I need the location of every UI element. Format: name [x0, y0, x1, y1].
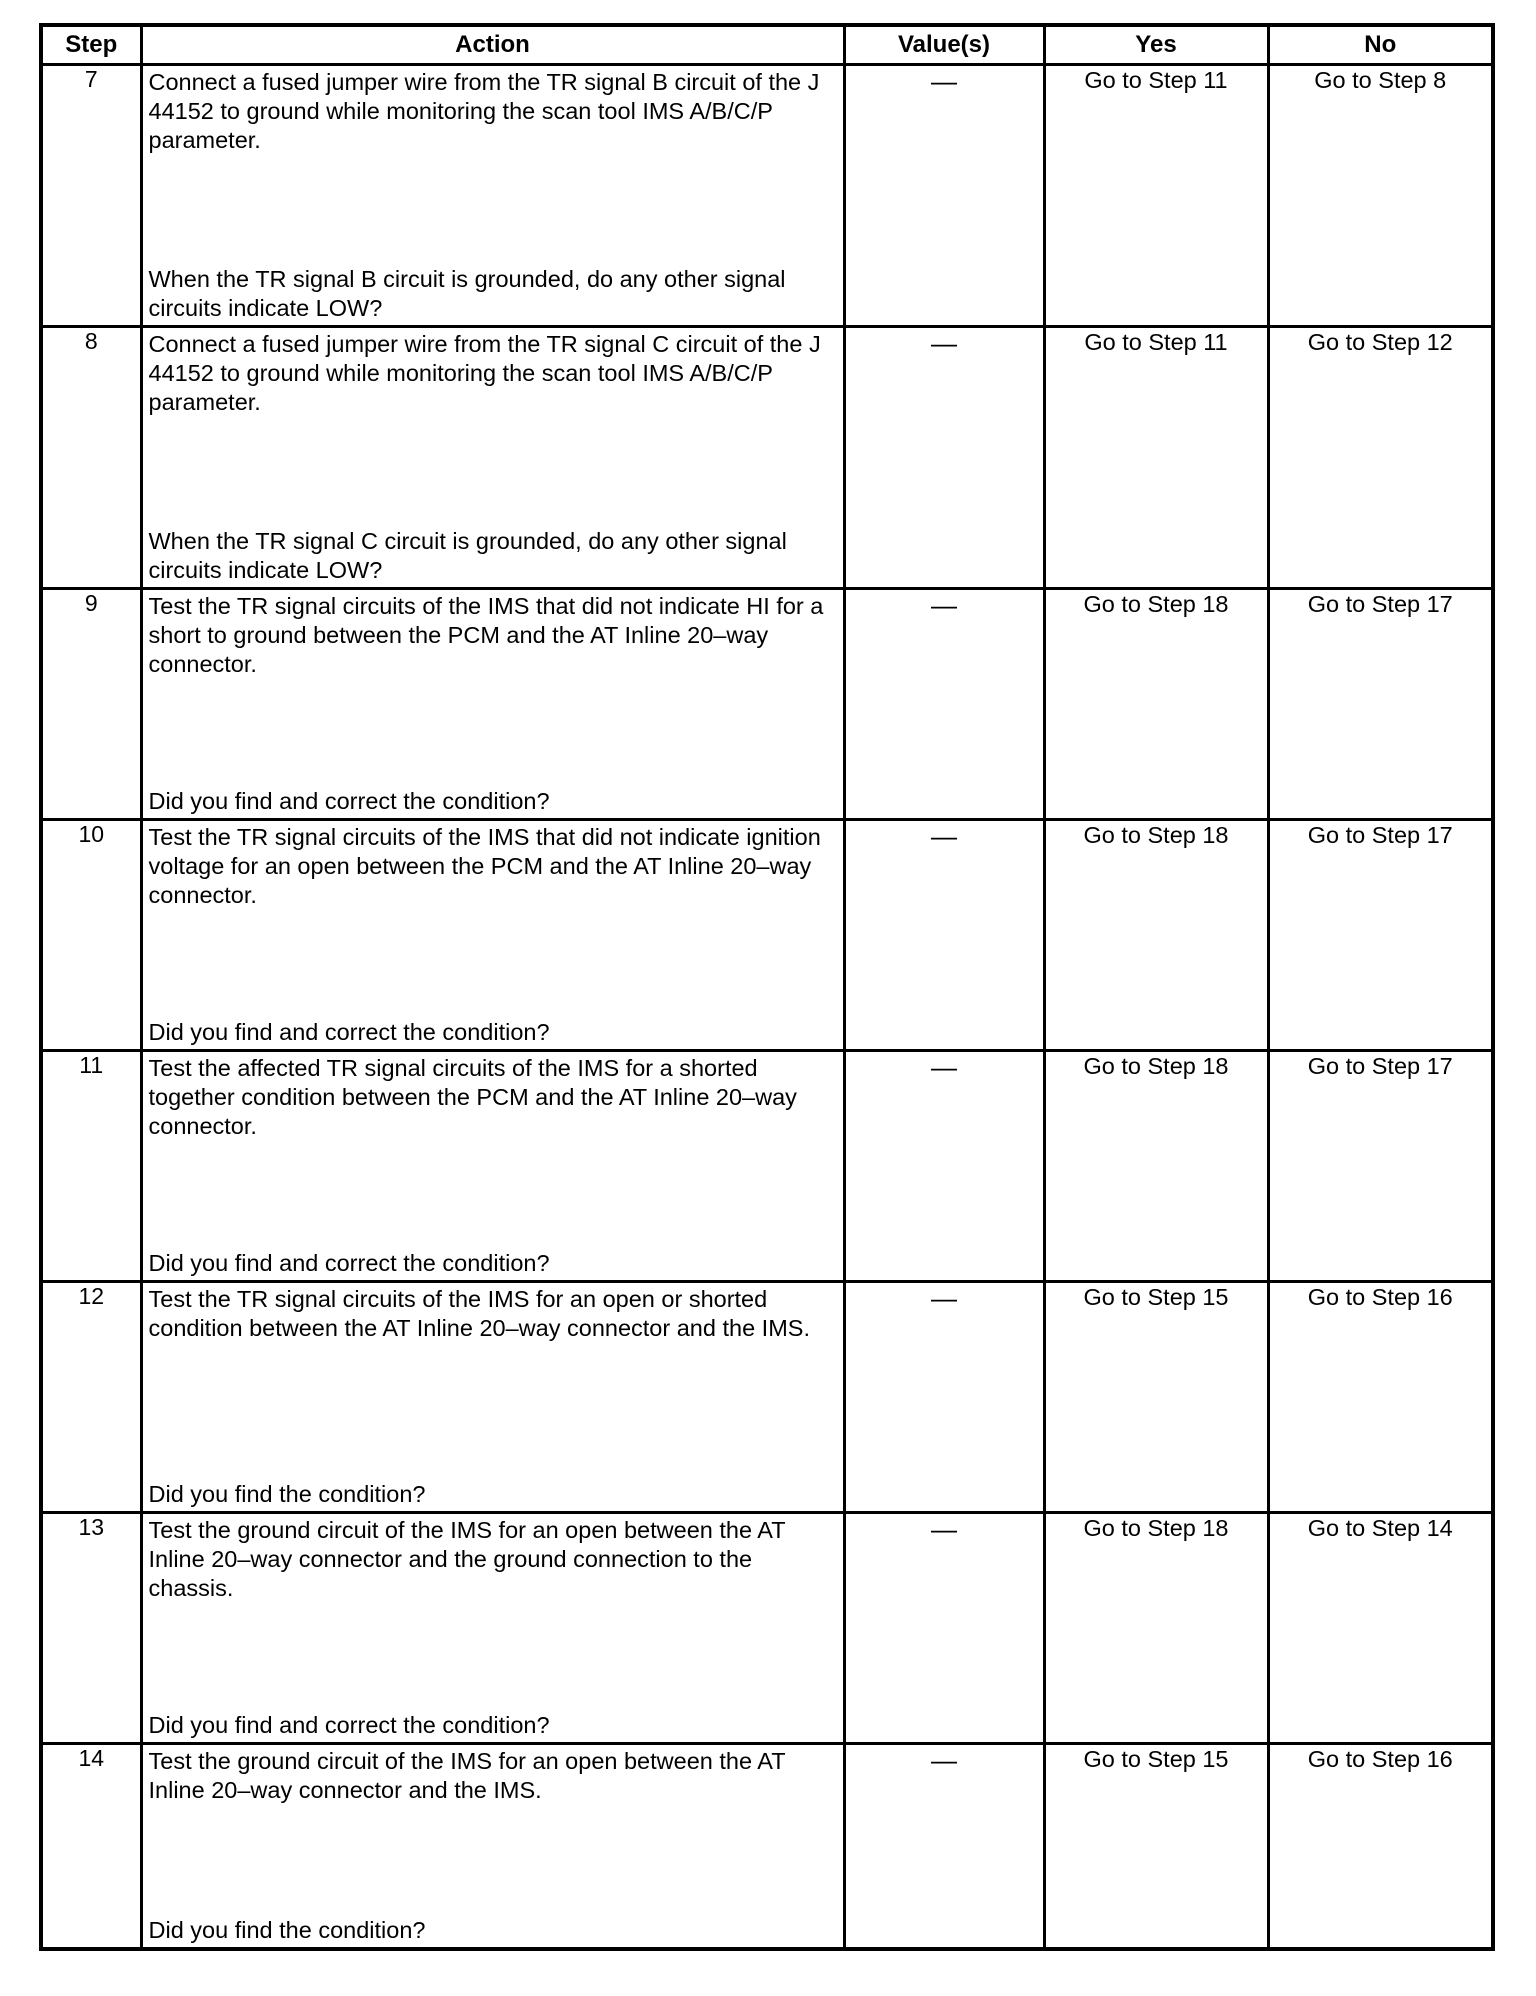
action-cell — [141, 1282, 844, 1513]
no-cell: Go to Step 17 — [1268, 820, 1493, 1051]
action-instruction: Connect a fused jumper wire from the TR signal C circuit of the J 44152 to ground while monitoring the scan tool IMS A/B/C/P parameter. — [148, 331, 821, 415]
step-number: 7 — [41, 65, 141, 327]
action-question: When the TR signal B circuit is grounded, do any other signal circuits indicate LOW? — [148, 266, 786, 321]
step-number: 9 — [41, 589, 141, 820]
value-cell: — — [844, 1513, 1044, 1744]
action-cell — [141, 1051, 844, 1282]
value-cell: — — [844, 1744, 1044, 1950]
action-cell — [141, 327, 844, 589]
table-row — [41, 65, 1493, 327]
table-row — [41, 1051, 1493, 1282]
value-cell: — — [844, 820, 1044, 1051]
step-number: 14 — [41, 1744, 141, 1950]
table-row — [41, 1513, 1493, 1744]
value-cell: — — [844, 1282, 1044, 1513]
step-number: 10 — [41, 820, 141, 1051]
value-cell: — — [844, 1051, 1044, 1282]
value-cell: — — [844, 65, 1044, 327]
step-number: 8 — [41, 327, 141, 589]
action-question: Did you find and correct the condition? — [148, 1019, 550, 1045]
no-cell: Go to Step 16 — [1268, 1744, 1493, 1950]
diagnostic-steps-table — [39, 23, 1495, 1951]
step-number: 11 — [41, 1051, 141, 1282]
header-no: No — [1268, 25, 1493, 65]
no-cell: Go to Step 12 — [1268, 327, 1493, 589]
action-question: When the TR signal C circuit is grounded, do any other signal circuits indicate LOW? — [148, 528, 787, 583]
no-cell: Go to Step 17 — [1268, 1051, 1493, 1282]
step-number: 13 — [41, 1513, 141, 1744]
action-question: Did you find the condition? — [148, 1481, 426, 1507]
step-number: 12 — [41, 1282, 141, 1513]
action-cell — [141, 65, 844, 327]
action-instruction: Test the TR signal circuits of the IMS that did not indicate HI for a short to ground between the PCM and the AT Inline 20–way connector. — [148, 593, 824, 677]
no-cell: Go to Step 14 — [1268, 1513, 1493, 1744]
action-question: Did you find the condition? — [148, 1917, 426, 1943]
no-cell: Go to Step 17 — [1268, 589, 1493, 820]
header-values: Value(s) — [844, 25, 1044, 65]
action-instruction: Test the TR signal circuits of the IMS for an open or shorted condition between the AT Inline 20–way connector and the IMS. — [148, 1286, 810, 1341]
table-row — [41, 820, 1493, 1051]
yes-cell: Go to Step 18 — [1044, 820, 1268, 1051]
header-action: Action — [141, 25, 844, 65]
yes-cell: Go to Step 18 — [1044, 1513, 1268, 1744]
yes-cell: Go to Step 18 — [1044, 589, 1268, 820]
yes-cell: Go to Step 15 — [1044, 1282, 1268, 1513]
action-cell — [141, 820, 844, 1051]
action-instruction: Test the TR signal circuits of the IMS that did not indicate ignition voltage for an open between the PCM and the AT Inline 20–way connector. — [148, 824, 821, 908]
table-row — [41, 1282, 1493, 1513]
action-cell — [141, 589, 844, 820]
action-instruction: Test the affected TR signal circuits of the IMS for a shorted together condition between the PCM and the AT Inline 20–way connector. — [148, 1055, 797, 1139]
header-row — [41, 25, 1493, 65]
header-yes: Yes — [1044, 25, 1268, 65]
table-row — [41, 1744, 1493, 1950]
action-cell — [141, 1744, 844, 1950]
action-question: Did you find and correct the condition? — [148, 1250, 550, 1276]
yes-cell: Go to Step 15 — [1044, 1744, 1268, 1950]
action-instruction: Test the ground circuit of the IMS for an open between the AT Inline 20–way connector and the ground connection to the chassis. — [148, 1517, 786, 1601]
value-cell: — — [844, 589, 1044, 820]
yes-cell: Go to Step 11 — [1044, 65, 1268, 327]
value-cell: — — [844, 327, 1044, 589]
header-step: Step — [41, 25, 141, 65]
action-instruction: Test the ground circuit of the IMS for an open between the AT Inline 20–way connector and the IMS. — [148, 1748, 786, 1803]
yes-cell: Go to Step 11 — [1044, 327, 1268, 589]
table-row — [41, 327, 1493, 589]
action-cell — [141, 1513, 844, 1744]
action-question: Did you find and correct the condition? — [148, 1712, 550, 1738]
action-instruction: Connect a fused jumper wire from the TR signal B circuit of the J 44152 to ground while monitoring the scan tool IMS A/B/C/P parameter. — [148, 69, 820, 153]
no-cell: Go to Step 16 — [1268, 1282, 1493, 1513]
no-cell: Go to Step 8 — [1268, 65, 1493, 327]
action-question: Did you find and correct the condition? — [148, 788, 550, 814]
table-row — [41, 589, 1493, 820]
yes-cell: Go to Step 18 — [1044, 1051, 1268, 1282]
